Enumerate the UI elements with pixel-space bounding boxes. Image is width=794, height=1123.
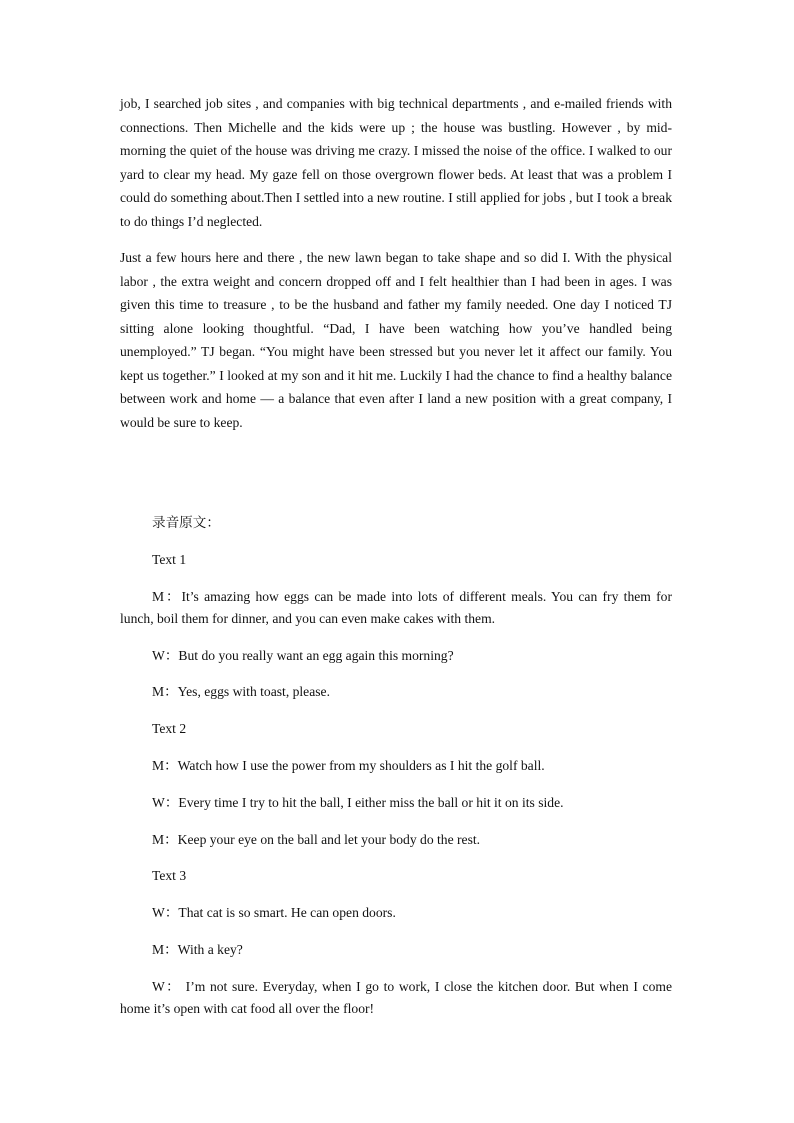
section-label-text-2: Text 2 xyxy=(152,721,187,737)
dialogue-line: M：With a key? xyxy=(152,941,243,957)
dialogue-line: W：But do you really want an egg again this morning? xyxy=(152,647,454,663)
dialogue-line: W：That cat is so smart. He can open doors. xyxy=(152,905,396,921)
section-label-text-3: Text 3 xyxy=(152,868,187,884)
transcript-heading: 录音原文： xyxy=(152,515,220,530)
dialogue-line: W： I’m not sure. Everyday, when I go to work, I close the kitchen door. But when I come home it’s open with cat food all over the floor! xyxy=(120,978,672,1016)
passage xyxy=(120,92,672,434)
dialogue-line: W：Every time I try to hit the ball, I either miss the ball or hit it on its side. xyxy=(152,794,564,810)
dialogue-line: M：Yes, eggs with toast, please. xyxy=(152,684,330,700)
dialogue-line: M：Watch how I use the power from my shoulders as I hit the golf ball. xyxy=(152,757,545,773)
section-label-text-1: Text 1 xyxy=(152,552,187,567)
dialogue-line: M：Keep your eye on the ball and let your body do the rest. xyxy=(152,831,481,847)
transcript xyxy=(120,512,672,1035)
dialogue-line: M：It’s amazing how eggs can be made into lots of different meals. You can fry them for lunch, boil them for dinner, and you can even make cakes with them. xyxy=(120,588,672,626)
passage-paragraph-1: job, I searched job sites , and companies with big technical departments , and e-mailed friends with connections. Then Michelle and the kids were up ; the house was bustling. However , by mid-morning the quiet of the house was driving me crazy. I missed the noise of the office. I walked to our yard to clear my head. My gaze fell on those overgrown flower beds. At least that was a problem I could do something about.Then I settled into a new routine. I still applied for jobs , but I took a break to do things I’d neglected. xyxy=(120,96,672,229)
passage-paragraph-2: Just a few hours here and there , the new lawn began to take shape and so did I. With the physical labor , the extra weight and concern dropped off and I felt healthier than I had been in ages. I was given this time to treasure , to be the husband and father my family needed. One day I noticed TJ sitting alone looking thoughtful. “Dad, I have been watching how you’ve handled being unemployed.” TJ began. “You might have been stressed but you never let it affect our family. You kept us together.” I looked at my son and it hit me. Luckily I had the chance to find a healthy balance between work and home — a balance that even after I land a new position with a great company, I would be sure to keep. xyxy=(120,250,672,430)
